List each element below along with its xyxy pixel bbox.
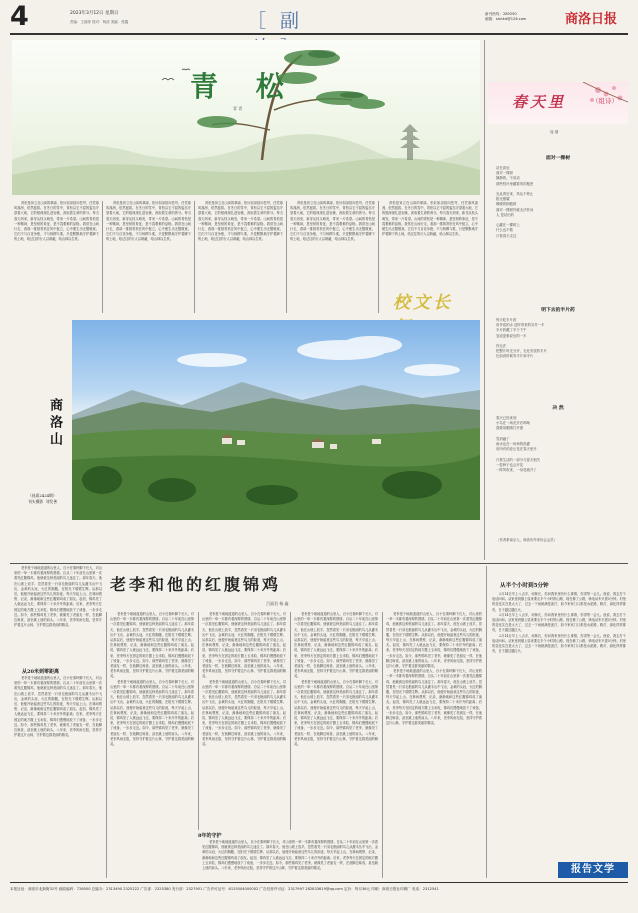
column-divider — [378, 201, 379, 313]
right-column-divider — [486, 566, 487, 878]
essay-text-col-3: 老李是个地地道道的山里人，自小在秦岭脚下长大，对山里的一草一木都有着深厚的感情。自从二十年前在山里第一次看见红腹锦鸡，他就被这种美丽的鸟儿迷住了。那年春天，他在山坡上放羊，忽然看见一只羽毛艳丽的鸟儿从灌木丛中飞出，金黄的头冠，火红的胸腹，在阳光下熠熠生辉。从那以后，他便开始留意这些鸟儿的踪迹，每天早起上山，在林间观察、记录，渐渐地和这些红腹锦鸡成了朋友。起初，锦鸡见了人就远远飞走，要保持二十米开外的距离；后来，老李每天在固定的地方撒上玉米粒，锦鸡们慢慢地放下了戒备，一步步走近。如今，那些锦鸡见了老李，就像见了老朋友一样，在他脚边啄食，甚至跳上他的肩头。八年来，老李风雨无阻，坚持守护着这片山林，守护着这群美丽的精灵。 老李是个地地道道的山里人，自小在秦岭脚下长大，对山里的一草一木都有着深厚的感情。自从二十年前在山里第一次看见红腹锦鸡，他就被这种美丽的鸟儿迷住了。那年春天，他在山坡上放羊，忽然看见一只羽毛艳丽的鸟儿从灌木丛中飞出，金黄的头冠，火红的胸腹，在阳光下熠熠生辉。从那以后，他便开始留意这些鸟儿的踪迹，每天早起上山，在林间观察、记录，渐渐地和这些红腹锦鸡成了朋友。起初，锦鸡见了人就远远飞走，要保持二十米开外的距离；后来，老李每天在固定的地方撒上玉米粒，锦鸡们慢慢地放下了戒备，一步步走近。如今，那些锦鸡见了老李，就像见了老朋友一样，在他脚边啄食，甚至跳上他的肩头。八年来，老李风雨无阻，坚持守护着这片山林，守护着这群美丽的精灵。 — [202, 612, 286, 747]
poem-3-body: 春天已经来到 小鸟在一场花开后鸣啭 我要用眼睛打开窗 雪消融了 雨水也在一场场的洗濯 用所有的爱让花在春天里开 只要生活的一部分与春天相关 一粒种子也会开花 一阵风吹来，一朵花就开了 — [496, 416, 541, 473]
pine-author: 青 青 — [233, 106, 243, 111]
column-divider — [286, 201, 287, 313]
essay-subheading-2: 8年的守护 — [198, 833, 222, 839]
footer-divider — [10, 882, 628, 883]
photo-caption: （丝质2424期） 刊头摄影 刘发善 — [28, 493, 57, 504]
poem-2-title: 明下去的半片药 — [541, 307, 575, 313]
poem-1-body: 站在高处 面对一棵树 静静的，不说话 那些枝叶里藏着风的秘密 光从背后来，风从不停止 阳光照耀 暖暖的拥抱树 面对一棵树你就无法转身 人 是站出的 心藏在一棵树上 什么也不做 只看春天走过 — [496, 166, 534, 238]
hotline: 新刊热线：289250 邮箱：slshkd@126.com — [485, 12, 527, 21]
page-number: 4 — [10, 1, 29, 32]
essay-text-col-1b: 老李是个地地道道的山里人，自小在秦岭脚下长大，对山里的一草一木都有着深厚的感情。自从二十年前在山里第一次看见红腹锦鸡，他就被这种美丽的鸟儿迷住了。那年春天，他在山坡上放羊，忽然看见一只羽毛艳丽的鸟儿从灌木丛中飞出，金黄的头冠，火红的胸腹，在阳光下熠熠生辉。从那以后，他便开始留意这些鸟儿的踪迹，每天早起上山，在林间观察、记录，渐渐地和这些红腹锦鸡成了朋友。起初，锦鸡见了人就远远飞走，要保持二十米开外的距离；后来，老李每天在固定的地方撒上玉米粒，锦鸡们慢慢地放下了戒备，一步步走近。如今，那些锦鸡见了老李，就像见了老朋友一样，在他脚边啄食，甚至跳上他的肩头。八年来，老李风雨无阻，坚持守护着这片山林，守护着这群美丽的精灵。 — [14, 676, 102, 738]
poem-2-body: 每天吃半片药 用矛盾的水 送时带来的另外一半 半片药藏了半个下午 变成更难说出的一半 你无法 把整片时光分开，无处安放的半片 比如说时候有半片和半片 — [496, 318, 547, 359]
pine-title: 青 松 — [190, 70, 298, 103]
issue-date: 2023年3月12日 星期日 — [70, 11, 119, 16]
essay-text-col-3b: 老李是个地地道道的山里人，自小在秦岭脚下长大，对山里的一草一木都有着深厚的感情。自从二十年前在山里第一次看见红腹锦鸡，他就被这种美丽的鸟儿迷住了。那年春天，他在山坡上放羊，忽然看见一只羽毛艳丽的鸟儿从灌木丛中飞出，金黄的头冠，火红的胸腹，在阳光下熠熠生辉。从那以后，他便开始留意这些鸟儿的踪迹，每天早起上山，在林间观察、记录，渐渐地和这些红腹锦鸡成了朋友。起初，锦鸡见了人就远远飞走，要保持二十米开外的距离；后来，老李每天在固定的地方撒上玉米粒，锦鸡们慢慢地放下了戒备，一步步走近。如今，那些锦鸡见了老李，就像见了老朋友一样，在他脚边啄食，甚至跳上他的肩头。八年来，老李风雨无阻，坚持守护着这片山林，守护着这群美丽的精灵。 — [202, 840, 378, 871]
right-column-divider — [484, 40, 485, 560]
essay-text-col-2: 老李是个地地道道的山里人，自小在秦岭脚下长大，对山里的一草一木都有着深厚的感情。自从二十年前在山里第一次看见红腹锦鸡，他就被这种美丽的鸟儿迷住了。那年春天，他在山坡上放羊，忽然看见一只羽毛艳丽的鸟儿从灌木丛中飞出，金黄的头冠，火红的胸腹，在阳光下熠熠生辉。从那以后，他便开始留意这些鸟儿的踪迹，每天早起上山，在林间观察、记录，渐渐地和这些红腹锦鸡成了朋友。起初，锦鸡见了人就远远飞走，要保持二十米开外的距离；后来，老李每天在固定的地方撒上玉米粒，锦鸡们慢慢地放下了戒备，一步步走近。如今，那些锦鸡见了老李，就像见了老朋友一样，在他脚边啄食，甚至跳上他的肩头。八年来，老李风雨无阻，坚持守护着这片山林，守护着这群美丽的精灵。 老李是个地地道道的山里人，自小在秦岭脚下长大，对山里的一草一木都有着深厚的感情。自从二十年前在山里第一次看见红腹锦鸡，他就被这种美丽的鸟儿迷住了。那年春天，他在山坡上放羊，忽然看见一只羽毛艳丽的鸟儿从灌木丛中飞出，金黄的头冠，火红的胸腹，在阳光下熠熠生辉。从那以后，他便开始留意这些鸟儿的踪迹，每天早起上山，在林间观察、记录，渐渐地和这些红腹锦鸡成了朋友。起初，锦鸡见了人就远远飞走，要保持二十米开外的距离；后来，老李每天在固定的地方撒上玉米粒，锦鸡们慢慢地放下了戒备，一步步走近。如今，那些锦鸡见了老李，就像见了老朋友一样，在他脚边啄食，甚至跳上他的肩头。八年来，老李风雨无阻，坚持守护着这片山林，守护着这群美丽的精灵。 — [110, 612, 194, 747]
staff-credits: 责编：王丽萍 校对：杨清 美编：张鑫 — [70, 20, 129, 24]
photo-title: 商洛山 — [47, 398, 62, 449]
column-divider — [106, 612, 107, 878]
mountain-photo — [12, 320, 480, 520]
footer-info: 本报社址：商洛市北新街32号 邮政编码：726000 总编办：2313490 2325222 广告部：2325380 发行部：2327901 广告许可证号：6125004000002 广告经营许可证：2317997 282833619@qq.com 定价：每月36元 印刷：商洛日报社印刷厂 电话：2312541 — [10, 887, 439, 891]
page-header — [0, 0, 638, 34]
spring-author: 庞 瑞 — [550, 130, 559, 134]
calligraphy-seal — [393, 288, 465, 314]
header-divider — [10, 33, 628, 35]
column-divider — [198, 612, 199, 830]
pine-illustration — [12, 40, 480, 195]
newspaper-logo: 商洛日报 — [565, 12, 618, 27]
column-divider — [290, 612, 291, 830]
mountain-landscape — [12, 320, 480, 520]
essay-text-col-5: 老李是个地地道道的山里人，自小在秦岭脚下长大，对山里的一草一木都有着深厚的感情。自从二十年前在山里第一次看见红腹锦鸡，他就被这种美丽的鸟儿迷住了。那年春天，他在山坡上放羊，忽然看见一只羽毛艳丽的鸟儿从灌木丛中飞出，金黄的头冠，火红的胸腹，在阳光下熠熠生辉。从那以后，他便开始留意这些鸟儿的踪迹，每天早起上山，在林间观察、记录，渐渐地和这些红腹锦鸡成了朋友。起初，锦鸡见了人就远远飞走，要保持二十米开外的距离；后来，老李每天在固定的地方撒上玉米粒，锦鸡们慢慢地放下了戒备，一步步走近。如今，那些锦鸡见了老李，就像见了老朋友一样，在他脚边啄食，甚至跳上他的肩头。八年来，老李风雨无阻，坚持守护着这片山林，守护着这群美丽的精灵。 老李是个地地道道的山里人，自小在秦岭脚下长大，对山里的一草一木都有着深厚的感情。自从二十年前在山里第一次看见红腹锦鸡，他就被这种美丽的鸟儿迷住了。那年春天，他在山坡上放羊，忽然看见一只羽毛艳丽的鸟儿从灌木丛中飞出，金黄的头冠，火红的胸腹，在阳光下熠熠生辉。从那以后，他便开始留意这些鸟儿的踪迹，每天早起上山，在林间观察、记录，渐渐地和这些红腹锦鸡成了朋友。起初，锦鸡见了人就远远飞走，要保持二十米开外的距离；后来，老李每天在固定的地方撒上玉米粒，锦鸡们慢慢地放下了戒备，一步步走近。如今，那些锦鸡见了老李，就像见了老朋友一样，在他脚边啄食，甚至跳上他的肩头。八年来，老李风雨无阻，坚持守护着这片山林，守护着这群美丽的精灵。 — [386, 612, 482, 726]
pine-text-col-5: 青松是耸立在山岗的翠绿，松针如剑指向苍穹，任凭寒风凛冽，依然挺拔。在冬日的雪中，青松以它不屈的姿态守望着大地，它的根深深扎进岩缝，汲取着生命的养分。每当春天到来，新芽从枝头萌发，带来一片希望。山间的青松是一种精神，是坚韧的象征，是不畏艰难的品格。我常在山间行走，看那一排排青松在风中挺立，心中便生出无限敬意。它们不与百花争艳，不与杨柳斗柔，只是默默地守护着脚下的土地，给过往的行人以荫蔽，给山林以生机。 — [382, 201, 478, 237]
essay-title: 老李和他的红腹锦鸡 — [110, 575, 282, 594]
report-text: 2月14日早上八点多，何林长，你问我家里有什么事情，你得等一会儿。他说，我去打个电话问问。从家里到镇上原来要走半个小时的山路，现在修了公路，骑电动车只需5分钟。村里的变化实在是太大了，过去一下雨就满是泥泞，如今家家门口都是水泥路，路灯、绿化样样都有，日子越过越红火。 2月14日早上八点多，何林长，你问我家里有什么事情，你得等一会儿。他说，我去打个电话问问。从家里到镇上原来要走半个小时的山路，现在修了公路，骑电动车只需5分钟。村里的变化实在是太大了，过去一下雨就满是泥泞，如今家家门口都是水泥路，路灯、绿化样样都有，日子越过越红火。 2月14日早上八点多，何林长，你问我家里有什么事情，你得等一会儿。他说，我去打个电话问问。从家里到镇上原来要走半个小时的山路，现在修了公路，骑电动车只需5分钟。村里的变化实在是太大了，过去一下雨就满是泥泞，如今家家门口都是水泥路，路灯、绿化样样都有，日子越过越红火。 — [492, 592, 626, 654]
pine-text-col-1: 青松是耸立在山岗的翠绿，松针如剑指向苍穹，任凭寒风凛冽，依然挺拔。在冬日的雪中，青松以它不屈的姿态守望着大地，它的根深深扎进岩缝，汲取着生命的养分。每当春天到来，新芽从枝头萌发，带来一片希望。山间的青松是一种精神，是坚韧的象征，是不畏艰难的品格。我常在山间行走，看那一排排青松在风中挺立，心中便生出无限敬意。它们不与百花争艳，不与杨柳斗柔，只是默默地守护着脚下的土地，给过往的行人以荫蔽，给山林以生机。 — [14, 201, 99, 242]
spring-subtitle: （组诗） — [592, 97, 618, 105]
spring-title: 春天里 — [512, 93, 567, 111]
column-divider — [102, 201, 103, 313]
poem-1-title: 面对一棵树 — [546, 155, 570, 161]
pine-tree-drawing — [12, 40, 480, 195]
poet-note: （作者系南京人，商洛市作家协会会员） — [496, 538, 558, 542]
section-label: 副 — [280, 10, 314, 32]
report-literature-tag: 报告文学 — [558, 862, 628, 878]
column-divider — [194, 201, 195, 313]
essay-text-col-1: 老李是个地地道道的山里人，自小在秦岭脚下长大，对山里的一草一木都有着深厚的感情。自从二十年前在山里第一次看见红腹锦鸡，他就被这种美丽的鸟儿迷住了。那年春天，他在山坡上放羊，忽然看见一只羽毛艳丽的鸟儿从灌木丛中飞出，金黄的头冠，火红的胸腹，在阳光下熠熠生辉。从那以后，他便开始留意这些鸟儿的踪迹，每天早起上山，在林间观察、记录，渐渐地和这些红腹锦鸡成了朋友。起初，锦鸡见了人就远远飞走，要保持二十米开外的距离；后来，老李每天在固定的地方撒上玉米粒，锦鸡们慢慢地放下了戒备，一步步走近。如今，那些锦鸡见了老李，就像见了老朋友一样，在他脚边啄食，甚至跳上他的肩头。八年来，老李风雨无阻，坚持守护着这片山林，守护着这群美丽的精灵。 — [14, 566, 102, 628]
essay-author: 吕丽君 杨 鑫 — [266, 601, 289, 606]
seal-text: 校文长 — [393, 293, 453, 313]
section-divider — [10, 563, 628, 564]
pine-text-col-3: 青松是耸立在山岗的翠绿，松针如剑指向苍穹，任凭寒风凛冽，依然挺拔。在冬日的雪中，青松以它不屈的姿态守望着大地，它的根深深扎进岩缝，汲取着生命的养分。每当春天到来，新芽从枝头萌发，带来一片希望。山间的青松是一种精神，是坚韧的象征，是不畏艰难的品格。我常在山间行走，看那一排排青松在风中挺立，心中便生出无限敬意。它们不与百花争艳，不与杨柳斗柔，只是默默地守护着脚下的土地，给过往的行人以荫蔽，给山林以生机。 — [198, 201, 283, 242]
column-divider — [382, 612, 383, 878]
essay-text-col-4: 老李是个地地道道的山里人，自小在秦岭脚下长大，对山里的一草一木都有着深厚的感情。自从二十年前在山里第一次看见红腹锦鸡，他就被这种美丽的鸟儿迷住了。那年春天，他在山坡上放羊，忽然看见一只羽毛艳丽的鸟儿从灌木丛中飞出，金黄的头冠，火红的胸腹，在阳光下熠熠生辉。从那以后，他便开始留意这些鸟儿的踪迹，每天早起上山，在林间观察、记录，渐渐地和这些红腹锦鸡成了朋友。起初，锦鸡见了人就远远飞走，要保持二十米开外的距离；后来，老李每天在固定的地方撒上玉米粒，锦鸡们慢慢地放下了戒备，一步步走近。如今，那些锦鸡见了老李，就像见了老朋友一样，在他脚边啄食，甚至跳上他的肩头。八年来，老李风雨无阻，坚持守护着这片山林，守护着这群美丽的精灵。 老李是个地地道道的山里人，自小在秦岭脚下长大，对山里的一草一木都有着深厚的感情。自从二十年前在山里第一次看见红腹锦鸡，他就被这种美丽的鸟儿迷住了。那年春天，他在山坡上放羊，忽然看见一只羽毛艳丽的鸟儿从灌木丛中飞出，金黄的头冠，火红的胸腹，在阳光下熠熠生辉。从那以后，他便开始留意这些鸟儿的踪迹，每天早起上山，在林间观察、记录，渐渐地和这些红腹锦鸡成了朋友。起初，锦鸡见了人就远远飞走，要保持二十米开外的距离；后来，老李每天在固定的地方撒上玉米粒，锦鸡们慢慢地放下了戒备，一步步走近。如今，那些锦鸡见了老李，就像见了老朋友一样，在他脚边啄食，甚至跳上他的肩头。八年来，老李风雨无阻，坚持守护着这片山林，守护着这群美丽的精灵。 — [294, 612, 378, 747]
pine-text-col-2: 青松是耸立在山岗的翠绿，松针如剑指向苍穹，任凭寒风凛冽，依然挺拔。在冬日的雪中，青松以它不屈的姿态守望着大地，它的根深深扎进岩缝，汲取着生命的养分。每当春天到来，新芽从枝头萌发，带来一片希望。山间的青松是一种精神，是坚韧的象征，是不畏艰难的品格。我常在山间行走，看那一排排青松在风中挺立，心中便生出无限敬意。它们不与百花争艳，不与杨柳斗柔，只是默默地守护着脚下的土地，给过往的行人以荫蔽，给山林以生机。 — [106, 201, 191, 242]
report-title: 从半个小时到5分钟 — [500, 583, 549, 589]
section-title: ［副 — [220, 6, 340, 60]
poem-3-title: 决 然 — [552, 405, 564, 411]
essay-subheading-1: 从20米到零距离 — [22, 669, 59, 675]
pine-text-col-4: 青松是耸立在山岗的翠绿，松针如剑指向苍穹，任凭寒风凛冽，依然挺拔。在冬日的雪中，青松以它不屈的姿态守望着大地，它的根深深扎进岩缝，汲取着生命的养分。每当春天到来，新芽从枝头萌发，带来一片希望。山间的青松是一种精神，是坚韧的象征，是不畏艰难的品格。我常在山间行走，看那一排排青松在风中挺立，心中便生出无限敬意。它们不与百花争艳，不与杨柳斗柔，只是默默地守护着脚下的土地，给过往的行人以荫蔽，给山林以生机。 — [290, 201, 375, 242]
